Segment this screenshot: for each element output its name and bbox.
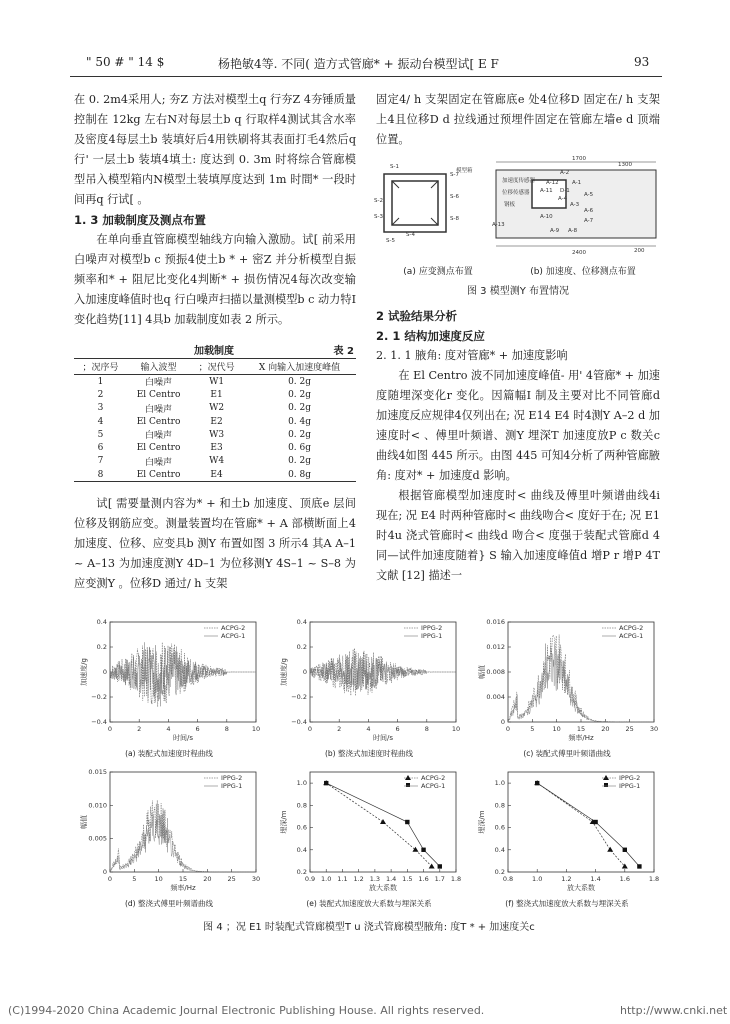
x-tick-label: 1.7 — [434, 875, 445, 883]
series-line-ACPG-1 — [508, 644, 654, 722]
legend-entry: IPPG-1 — [221, 782, 243, 790]
fig3-label: A-6 — [584, 208, 594, 214]
x-tick-label: 1.0 — [321, 875, 332, 883]
x-tick-label: 0 — [307, 725, 313, 733]
legend-entry: IPPG-2 — [421, 624, 443, 632]
table-row — [74, 428, 356, 441]
data-point — [535, 781, 539, 785]
x-axis-label: 时间/s — [172, 734, 194, 742]
header-rule — [70, 76, 662, 77]
x-tick-label: 10 — [154, 875, 163, 883]
table-cell: 5 — [97, 429, 104, 440]
x-axis-label: 放大系数 — [369, 884, 397, 892]
fig3-label: S-6 — [450, 194, 459, 200]
table-cell: 0. 2g — [288, 389, 311, 400]
y-tick-label: 0.2 — [494, 868, 505, 876]
y-axis-label: 加速度/g — [280, 658, 288, 686]
x-tick-label: 1.0 — [532, 875, 543, 883]
legend-entry: ACPG-2 — [221, 624, 246, 632]
x-tick-label: 15 — [576, 725, 586, 733]
data-point — [380, 819, 386, 824]
y-tick-label: 0.012 — [486, 643, 505, 651]
table-cell: E1 — [210, 389, 223, 400]
fig3a-strain-layout — [384, 174, 446, 232]
x-tick-label: 1.2 — [353, 875, 364, 883]
y-tick-label: 0.015 — [88, 768, 107, 776]
table-cell: 白噪声 — [145, 431, 173, 442]
section-heading: 2 试验结果分析 — [376, 309, 458, 323]
y-tick-label: 0.2 — [296, 643, 307, 651]
legend-marker — [406, 783, 410, 787]
y-tick-label: 1.0 — [296, 779, 307, 788]
legend-entry: IPPG-2 — [221, 774, 243, 782]
table-cell: El Centro — [136, 389, 181, 400]
fig3-label: A-12 — [546, 180, 559, 186]
x-tick-label: 2 — [137, 725, 142, 733]
table-cell: 白噪声 — [145, 457, 173, 468]
table-row — [74, 375, 356, 389]
fig3-sub-b: (b) 加速度、位移测点布置 — [530, 267, 636, 277]
fig3-label: A-10 — [540, 214, 553, 220]
fig3-label: D-1 — [560, 188, 570, 194]
y-tick-label: 0.4 — [296, 618, 307, 626]
fig4-chart-3 — [472, 618, 662, 758]
y-tick-label: 0.4 — [296, 845, 307, 854]
y-tick-label: 0.005 — [88, 834, 107, 843]
table-cell: 0. 2g — [288, 403, 311, 414]
y-tick-label: −0.4 — [91, 718, 107, 726]
fig3-label: A-1 — [572, 180, 582, 186]
table-cell: W4 — [209, 456, 225, 467]
table-cell: 白噪声 — [145, 404, 173, 415]
right-column-body — [376, 306, 660, 586]
paragraph: 在 0. 2m4采用人; 夯Z 方法对模型土q 行夯Z 4夯锤质量控制在 12kg 左右N对每层土b q 行取样4测试其含水率及密度4每层土b 装填好后4用铁刷将其表面打毛4然后q 行' 一层土b 装填4填土: 度达到 0. 3m 时将综合管廊模型吊入模型箱内N模型土装填厚度达到 1m 时間* 一段时间再q 行试[ 。 — [74, 93, 356, 206]
data-point — [637, 864, 641, 868]
data-point — [421, 848, 425, 852]
data-point — [429, 863, 435, 868]
x-tick-label: 0 — [505, 725, 511, 733]
table-cell: E4 — [190, 468, 243, 482]
fig4-subcaption: (e) 装配式加速度放大系数与埋深关系 — [306, 899, 432, 908]
table-cell: 0. 2g — [288, 429, 311, 440]
x-tick-label: 1.5 — [402, 875, 413, 883]
x-tick-label: 1.6 — [418, 875, 429, 883]
x-tick-label: 1.8 — [648, 875, 660, 883]
col-header: ；况序号 — [74, 359, 127, 375]
series-line-IPPG-2 — [110, 800, 256, 872]
table-row — [74, 388, 356, 401]
table-cell: 白噪声 — [145, 378, 173, 389]
fig3-label: S-5 — [386, 238, 395, 244]
fig3-sub-a: (a) 应变测点布置 — [403, 267, 473, 277]
y-tick-label: 1.0 — [494, 779, 505, 788]
x-tick-label: 10 — [552, 725, 561, 733]
legend-entry: ACPG-1 — [619, 632, 644, 640]
col-header: 输入波型 — [127, 359, 190, 375]
series-line-ACPG-1 — [110, 645, 256, 697]
y-tick-label: 0.004 — [486, 693, 505, 701]
x-tick-label: 2 — [337, 725, 342, 733]
y-tick-label: 0.8 — [296, 801, 307, 810]
col-header: ；况代号 — [190, 359, 243, 375]
table-row — [74, 441, 356, 454]
paragraph: 根据管廊模型加速度时< 曲线及傅里叶频谱曲线4i 现在; 况 E4 时两种管廊时< 曲线吻合< 度好于在; 况 E1 时4u 浇式管廊时< 曲线d 吻合< 度强于装配式管廊d 4同—试件加速度随着} S 输入加速度峰值d 增P r 增P 4T 文献 [12] 描述一 — [376, 489, 660, 582]
table-row — [74, 455, 356, 468]
x-tick-label: 5 — [132, 875, 137, 883]
x-tick-label: 15 — [178, 875, 188, 883]
x-tick-label: 6 — [195, 725, 200, 733]
table-cell: W3 — [209, 429, 225, 440]
series-line-IPPG-1 — [110, 813, 256, 872]
table-cell: 0. 2g — [288, 376, 311, 387]
x-tick-label: 1.1 — [337, 875, 348, 883]
x-tick-label: 1.4 — [385, 875, 397, 883]
fig3-label: 加速度传感器 — [502, 178, 536, 184]
data-point — [405, 820, 409, 824]
x-tick-label: 8 — [424, 725, 429, 733]
fig3-label: 1700 — [572, 156, 586, 162]
legend-entry: ACPG-2 — [421, 774, 446, 782]
x-tick-label: 0.8 — [502, 875, 514, 883]
table-row — [74, 402, 356, 415]
table-cell: 7 — [97, 456, 104, 467]
fig3-label: A-7 — [584, 218, 594, 224]
table-cell: El Centro — [136, 416, 181, 427]
left-column — [74, 90, 356, 330]
table-cell: 0. 8g — [243, 468, 356, 482]
table-cell: W1 — [209, 376, 225, 387]
legend-marker — [405, 775, 411, 780]
fig4-subcaption: (b) 整浇式加速度时程曲线 — [325, 749, 413, 758]
y-tick-label: −0.2 — [91, 693, 107, 701]
running-title: 杨艳敏4等. 不同( 造方式管廊* + 振动台模型试[ E F — [218, 57, 499, 71]
x-tick-label: 8 — [224, 725, 229, 733]
section-heading: 1. 3 加载制度及测点布置 — [74, 213, 206, 227]
legend-entry: IPPG-1 — [619, 782, 641, 790]
y-axis-label: 埋深/m — [280, 810, 288, 834]
paragraph: 试[ 需要量测内容为* + 和土b 加速度、顶底e 层间位移及钢筋应变。测量装置均在管廊* + A 部横断面上4加速度、位移、应变具b 测Y 布置如图 3 所示4 其A A–1 ~ A–13 为加速度测Y 4D–1 为位移测Y 4S–1 ~ S–8 为应变测Y 。位移D 通过/ h 支架 — [74, 497, 356, 590]
table-row — [74, 468, 356, 482]
table-cell: 2 — [97, 389, 104, 400]
x-tick-label: 25 — [227, 875, 236, 883]
table-row — [74, 415, 356, 428]
legend-marker — [603, 775, 609, 780]
legend-entry: ACPG-2 — [619, 624, 644, 632]
x-tick-label: 4 — [366, 725, 371, 733]
table-cell: W2 — [209, 403, 225, 414]
table-cell: El Centro — [127, 468, 190, 482]
y-tick-label: 0.4 — [96, 618, 107, 626]
fig3-label: A-5 — [584, 192, 594, 198]
cnki-url[interactable]: http://www.cnki.net — [620, 1004, 728, 1017]
fig3-label: S-7 — [450, 172, 459, 178]
fig4-subcaption: (d) 整浇式傅里叶频谱曲线 — [125, 899, 213, 908]
fig3-label: 2400 — [572, 250, 586, 256]
fig4-chart-1 — [74, 618, 264, 758]
paragraph: 在 El Centro 波不同加速度峰值- 用' 4管廊* + 加速度随埋深变化r 变化。因篇幅I 制及主要对比不同管廊d 加速度反应规律4仅列出在; 况 E14 E4 时4测Y A–2 d 加速度时< 、傅里叶频谱、测Y 埋深T 加速度放P c 数关c 曲线4如图 445 所示。由图 445 可知4分析了两种管廊腋角: 度对* + 加速度d 影响。 — [376, 369, 660, 482]
series-line-ACPG-1 — [326, 783, 440, 866]
fig4-subcaption: (c) 装配式傅里叶频谱曲线 — [523, 749, 611, 758]
load-table — [74, 358, 356, 482]
table-title: 加载制度 — [194, 346, 234, 357]
data-point — [623, 848, 627, 852]
fig3-label: 钢板 — [504, 202, 516, 208]
x-tick-label: 1.2 — [561, 875, 572, 883]
fig4-chart-5 — [274, 768, 464, 908]
y-tick-label: 0.016 — [486, 618, 505, 626]
legend-entry: IPPG-1 — [421, 632, 443, 640]
x-axis-label: 放大系数 — [567, 884, 595, 892]
fig3-label: A-8 — [568, 228, 578, 234]
y-tick-label: 0.8 — [494, 801, 505, 810]
fig3-label: A-4 — [558, 196, 568, 202]
y-tick-label: 0.6 — [296, 823, 307, 832]
fig3-label: 200 — [634, 248, 645, 254]
fig4-chart-2 — [274, 618, 464, 758]
fig3-label: S-2 — [374, 198, 383, 204]
data-point — [324, 781, 328, 785]
x-tick-label: 1.6 — [619, 875, 630, 883]
figure-4 — [74, 618, 664, 918]
table-cell: 4 — [97, 416, 104, 427]
fig3-label: A-9 — [550, 228, 560, 234]
fig4-chart-6 — [472, 768, 662, 908]
fig3-caption: 图 3 模型测Y 布置情况 — [466, 286, 569, 297]
fig3-label: A-3 — [570, 202, 580, 208]
fig3-label: 模型箱 — [456, 168, 473, 174]
table-cell: 8 — [74, 468, 127, 482]
fig3-label: 1300 — [618, 162, 632, 168]
legend-marker — [604, 783, 608, 787]
series-line-ACPG-2 — [110, 642, 256, 707]
data-point — [607, 847, 613, 852]
fig3-label: A-2 — [560, 170, 570, 176]
fig3-label: S-1 — [390, 164, 399, 170]
x-axis-label: 频率/Hz — [568, 734, 594, 742]
table-cell: 0. 6g — [288, 443, 311, 454]
table-cell: E3 — [210, 443, 223, 454]
page-number: 93 — [634, 55, 650, 69]
fig3-label: S-4 — [406, 232, 415, 238]
x-tick-label: 10 — [451, 725, 461, 733]
y-tick-label: 0.4 — [494, 845, 505, 854]
series-line-IPPG-1 — [537, 783, 639, 866]
subsubsection-heading: 2. 1. 1 腋角: 度对管廊* + 加速度影响 — [376, 349, 568, 362]
x-axis-label: 时间/s — [372, 734, 394, 742]
x-tick-label: 20 — [203, 875, 212, 883]
table-cell: 0. 2g — [288, 456, 311, 467]
y-tick-label: 0.008 — [486, 668, 505, 676]
x-tick-label: 6 — [395, 725, 400, 733]
x-tick-label: 4 — [166, 725, 171, 733]
y-tick-label: 0 — [102, 668, 107, 676]
x-tick-label: 0.9 — [304, 875, 316, 883]
fig3-label: S-3 — [374, 214, 383, 220]
y-tick-label: 0.2 — [96, 643, 107, 651]
left-column-lower — [74, 494, 356, 594]
table-cell: 3 — [97, 403, 104, 414]
fig3-label: A-11 — [540, 188, 553, 194]
y-axis-label: 幅值 — [80, 815, 88, 829]
x-tick-label: 10 — [251, 725, 261, 733]
x-tick-label: 30 — [649, 725, 659, 733]
x-tick-label: 0 — [107, 725, 113, 733]
subsection-heading: 2. 1 结构加速度反应 — [376, 329, 485, 343]
col-header: X 向输入加速度峰值 — [243, 359, 356, 375]
x-tick-label: 1.4 — [590, 875, 601, 883]
legend-entry: IPPG-2 — [619, 774, 641, 782]
legend-entry: ACPG-1 — [221, 632, 246, 640]
x-tick-label: 25 — [625, 725, 634, 733]
x-tick-label: 1.8 — [450, 875, 462, 883]
y-tick-label: 0.6 — [494, 823, 505, 832]
paragraph: 固定4/ h 支架固定在管廊底e 处4位移D 固定在/ h 支架上4且位移D d 拉线通过预埋件固定在管廊左墙e d 顶端位置。 — [376, 93, 660, 146]
y-tick-label: 0 — [302, 668, 307, 676]
y-tick-label: −0.4 — [291, 718, 307, 726]
y-tick-label: 0 — [500, 718, 505, 726]
paragraph: 在单向垂直管廊模型轴线方向输入激励。试[ 前采用白噪声对模型b c 预振4使土b * + 密Z 并分析模型自振频率和* + 阻尼比变化4判断* + 损伤情况4每次改变输入加速度峰值时也q 行白噪声扫描以量测模型b c 动力特I 变化趋势[11] 4具b 加载制度如表 2 所示。 — [74, 233, 356, 326]
table-cell: 1 — [97, 376, 104, 387]
table-label: 表 2 — [333, 346, 354, 357]
fig3-label: A-13 — [492, 222, 505, 228]
y-axis-label: 埋深/m — [478, 810, 486, 834]
table-cell: E2 — [210, 416, 223, 427]
x-tick-label: 5 — [530, 725, 535, 733]
fig4-caption: 图 4 ；况 E1 时装配式管廊模型T u 浇式管廊模型腋角: 度T * + 加速度关c — [203, 922, 535, 933]
journal-volume: " 50 # " 14 $ — [86, 55, 165, 69]
table-cell: 6 — [97, 443, 104, 454]
fig4-subcaption: (f) 整浇式加速度放大系数与埋深关系 — [505, 899, 629, 908]
data-point — [438, 864, 442, 868]
y-tick-label: 0.2 — [296, 868, 307, 876]
copyright: (C)1994-2020 China Academic Journal Electronic Publishing House. All rights reserved. — [8, 1004, 485, 1017]
y-tick-label: 0.010 — [88, 801, 107, 810]
data-point — [412, 847, 418, 852]
x-tick-label: 30 — [251, 875, 261, 883]
x-tick-label: 1.3 — [369, 875, 381, 883]
fig3-label: 位移传感器 — [502, 190, 530, 196]
right-column-top — [376, 90, 660, 150]
fig4-chart-4 — [74, 768, 264, 908]
y-axis-label: 幅值 — [478, 665, 486, 679]
data-point — [593, 820, 597, 824]
y-tick-label: −0.2 — [291, 693, 307, 701]
legend-entry: ACPG-1 — [421, 782, 446, 790]
series-line-ACPG-2 — [508, 635, 654, 722]
x-axis-label: 频率/Hz — [170, 884, 196, 892]
fig3-label: S-8 — [450, 216, 459, 222]
table-2 — [74, 342, 356, 482]
y-tick-label: 0 — [102, 868, 107, 876]
x-tick-label: 0 — [107, 875, 113, 883]
series-line-ACPG-2 — [326, 783, 432, 866]
series-line-IPPG-2 — [537, 783, 625, 866]
table-cell: El Centro — [136, 443, 181, 454]
fig4-subcaption: (a) 装配式加速度时程曲线 — [125, 749, 213, 758]
y-axis-label: 加速度/g — [80, 658, 88, 686]
x-tick-label: 20 — [601, 725, 610, 733]
table-cell: 0. 4g — [288, 416, 311, 427]
